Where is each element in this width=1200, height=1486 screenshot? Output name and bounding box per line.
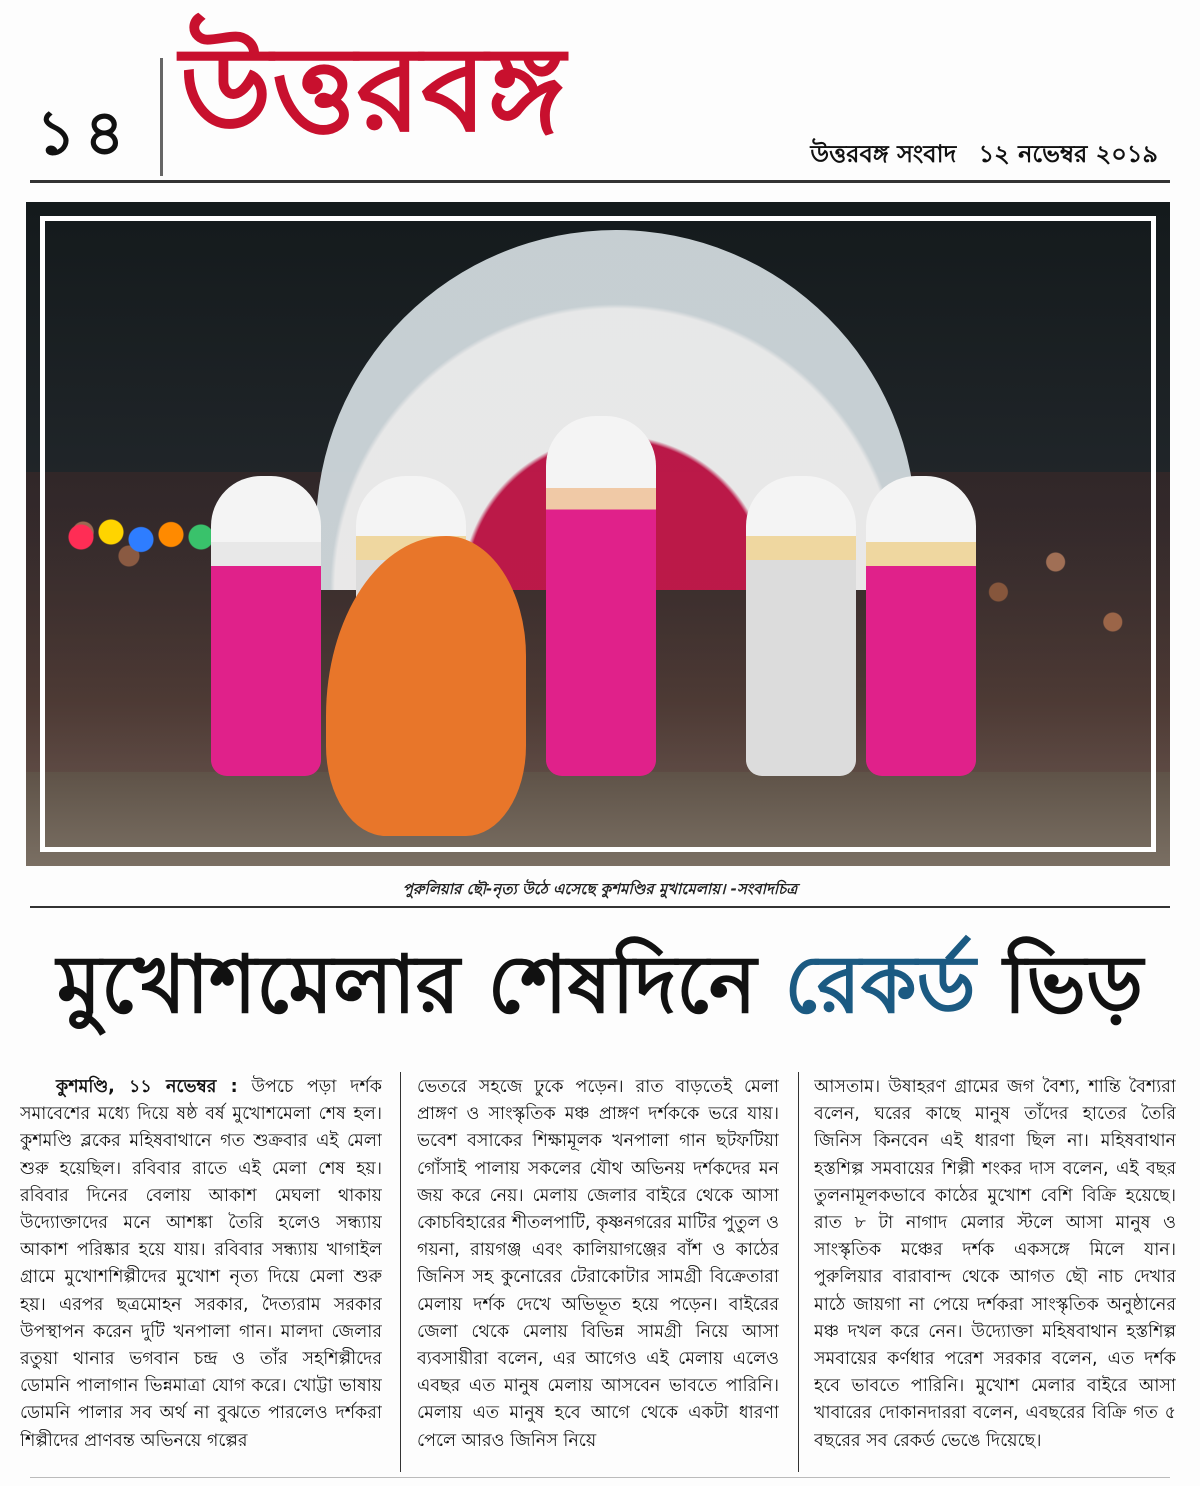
article-dateline: কুশমণ্ডি, ১১ নভেম্বর :	[56, 1077, 238, 1097]
header-rule	[30, 180, 1170, 183]
photo-dancer	[866, 476, 976, 776]
photo-caption: পুরুলিয়ার ছৌ-নৃত্য উঠে এসেছে কুশমণ্ডির মুখামেলায়। -সংবাদচিত্র	[402, 880, 798, 898]
article-column-2	[417, 1074, 779, 1474]
publication-dateline	[810, 136, 1158, 176]
news-photo	[26, 202, 1170, 866]
article-column-3	[814, 1074, 1176, 1474]
column-divider	[798, 1072, 799, 1472]
article-text-1: উপচে পড়া দর্শক সমাবেশের মধ্যে দিয়ে ষষ্ঠ বর্ষ মুখোশমেলা শেষ হল। কুশমণ্ডি ব্লকের মহিষবাথানে গত শুক্রবার এই মেলা শুরু হয়েছিল। রবিবার রাতে এই মেলা শেষ হয়। রবিবার দিনের বেলায় আকাশ মেঘলা থাকায় উদ্যোক্তাদের মনে আশঙ্কা তৈরি হলেও সন্ধ্যায় আকাশ পরিষ্কার হয়ে যায়। রবিবার সন্ধ্যায় খাগাইল গ্রামে মুখোশশিল্পীদের মুখোশ নৃত্য দিয়ে মেলা শুরু হয়। এরপর ছত্রমোহন সরকার, দৈত্যরাম সরকার উপস্থাপন করেন দুটি খনপালা গান। মালদা জেলার রতুয়া থানার ভগবান চন্দ্র ও তাঁর সহশিল্পীদের ডোমনি পালাগান ভিন্নমাত্রা যোগ করে। খোট্টা ভাষায় ডোমনি পালার সব অর্থ না বুঝতে পারলেও দর্শকরা শিল্পীদের প্রাণবন্ত অভিনয়ে গল্পের	[20, 1077, 382, 1451]
photo-dancer	[211, 476, 321, 776]
article-text-3: আসতাম। উষাহরণ গ্রামের জগ বৈশ্য, শান্তি বৈশ্যরা বলেন, ঘরের কাছে মানুষ তাঁদের হাতের তৈরি জিনিস কিনবেন এই ধারণা ছিল না। মহিষবাথান হস্তশিল্প সমবায়ের শিল্পী শংকর দাস বলেন, এই বছর তুলনামূলকভাবে কাঠের মুখোশ বেশি বিক্রি হয়েছে। রাত ৮ টা নাগাদ মেলার স্টলে আসা মানুষ ও সাংস্কৃতিক মঞ্চের দর্শক একসঙ্গে মিলে যান। পুরুলিয়ার বারাবান্দ থেকে আগত ছৌ নাচ দেখার মাঠে জায়গা না পেয়ে দর্শকরা সাংস্কৃতিক অনুষ্ঠানের মঞ্চ দখল করে নেন। উদ্যোক্তা মহিষবাথান হস্তশিল্প সমবায়ের কর্ণধার পরেশ সরকার বলেন, এত দর্শক হবে ভাবতে পারিনি। মুখোশ মেলার বাইরে আসা খাবারের দোকানদাররা বলেন, এবছরের বিক্রি গত ৫ বছরের সব রেকর্ড ভেঙে দিয়েছে।	[814, 1077, 1176, 1451]
headline-end: ভিড়	[1003, 937, 1144, 1031]
masthead-title: উত্তরবঙ্গ	[180, 19, 566, 158]
photo-dancer	[546, 416, 656, 776]
photo-dancer	[746, 476, 856, 776]
page-header	[30, 18, 1170, 178]
article-paragraph-1	[20, 1074, 382, 1455]
page-number: ১৪	[36, 96, 133, 169]
page-bottom-rule	[30, 1477, 1170, 1478]
headline-main: মুখোশমেলার শেষদিনে	[56, 937, 757, 1031]
publication-name: উত্তরবঙ্গ সংবাদ	[810, 139, 957, 168]
publication-date: ১২ নভেম্বর ২০১৯	[978, 139, 1158, 168]
headline-accent: রেকর্ড	[784, 937, 976, 1031]
article-text-2: ভেতরে সহজে ঢুকে পড়েন। রাত বাড়তেই মেলা প্রাঙ্গণ ও সাংস্কৃতিক মঞ্চ প্রাঙ্গণ দর্শককে ভরে যায়। ভবেশ বসাকের শিক্ষামূলক খনপালা গান ছটফটিয়া গোঁসাই পালায় সকলের যৌথ অভিনয় দর্শকদের মন জয় করে নেয়। মেলায় জেলার বাইরে থেকে আসা কোচবিহারের শীতলপাটি, কৃষ্ণনগরের মাটির পুতুল ও গয়না, রায়গঞ্জ এবং কালিয়াগঞ্জের বাঁশ ও কাঠের জিনিস সহ কুনোরের টেরাকোটার সামগ্রী বিক্রেতারা মেলায় দর্শক দেখে অভিভূত হয়ে পড়েন। বাইরের জেলা থেকে মেলায় বিভিন্ন সামগ্রী নিয়ে আসা ব্যবসায়ীরা বলেন, এর আগেও এই মেলায় এলেও এবছর এত মানুষ মেলায় আসবেন ভাবতে পারিনি। মেলায় এত মানুষ হবে আগে থেকে একটা ধারণা পেলে আরও জিনিস নিয়ে	[417, 1077, 779, 1451]
column-divider	[400, 1072, 401, 1472]
caption-rule	[30, 906, 1170, 908]
headline	[30, 924, 1170, 1044]
photo-flowers	[66, 512, 216, 562]
article-column-1	[20, 1074, 382, 1474]
header-divider	[160, 58, 163, 176]
